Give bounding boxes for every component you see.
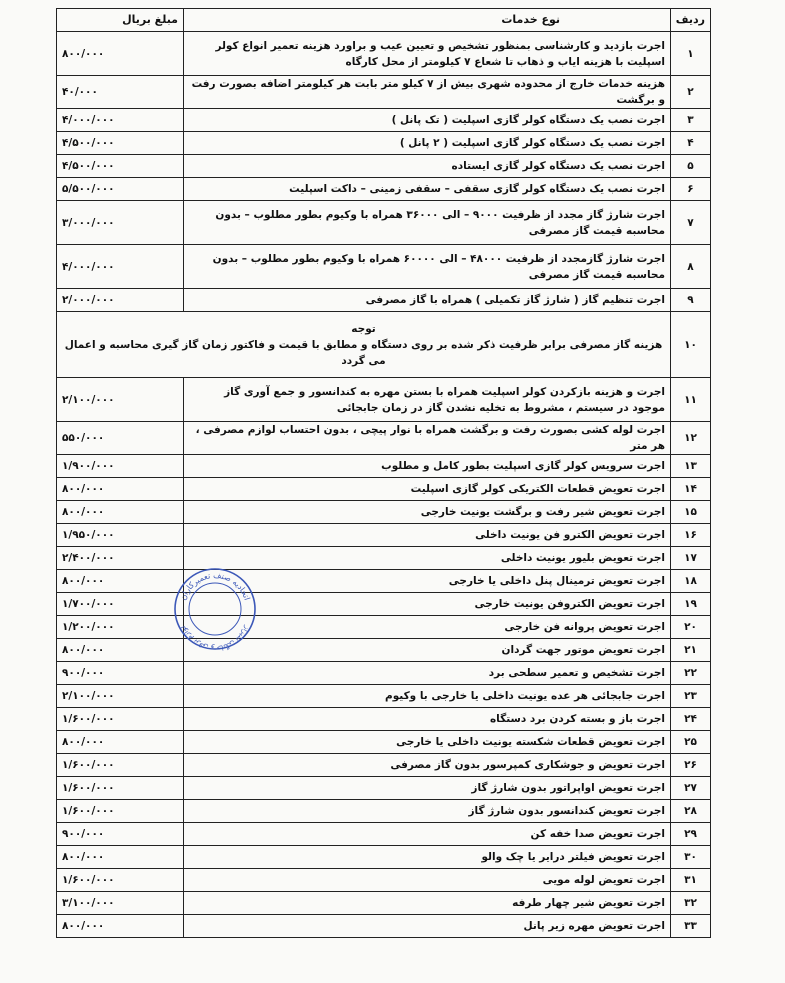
service-description: اجرت تعویض لوله مویی — [184, 869, 671, 892]
row-number: ۲۱ — [671, 639, 711, 662]
service-amount: ۸۰۰/۰۰۰ — [57, 846, 184, 869]
stamp-text-bottom: لوازم برقی و خانگی شیراز — [178, 624, 252, 652]
row-number: ۷ — [671, 201, 711, 245]
table-row — [57, 32, 711, 76]
service-amount: ۵۵۰/۰۰۰ — [57, 422, 184, 455]
service-description: هزینه خدمات خارج از محدوده شهری بیش از ۷ کیلو متر بابت هر کیلومتر اضافه بصورت رفت و برگشت — [184, 76, 671, 109]
service-amount: ۸۰۰/۰۰۰ — [57, 32, 184, 76]
row-number: ۲۹ — [671, 823, 711, 846]
row-number: ۲۴ — [671, 708, 711, 731]
row-number: ۲۶ — [671, 754, 711, 777]
tariff-table — [56, 8, 711, 938]
table-row — [57, 869, 711, 892]
table-row — [57, 547, 711, 570]
table-row — [57, 524, 711, 547]
service-description: اجرت تعویض اواپراتور بدون شارژ گاز — [184, 777, 671, 800]
table-row — [57, 731, 711, 754]
service-amount: ۲/۴۰۰/۰۰۰ — [57, 547, 184, 570]
row-number: ۲۷ — [671, 777, 711, 800]
row-number: ۱۶ — [671, 524, 711, 547]
tariff-body-part-1 — [57, 32, 711, 312]
service-description: اجرت نصب یک دستگاه کولر گازی اسپلیت ( تک پانل ) — [184, 109, 671, 132]
row-number: ۵ — [671, 155, 711, 178]
service-amount: ۴۰/۰۰۰ — [57, 76, 184, 109]
service-amount: ۱/۶۰۰/۰۰۰ — [57, 708, 184, 731]
table-row — [57, 109, 711, 132]
tariff-sheet — [57, 8, 711, 938]
table-row — [57, 915, 711, 938]
table-row — [57, 201, 711, 245]
service-description: اجرت تعویض قطعات الکتریکی کولر گازی اسپلیت — [184, 478, 671, 501]
service-description: اجرت تعویض الکترو فن یونیت داخلی — [184, 524, 671, 547]
table-row — [57, 662, 711, 685]
service-description: اجرت تعویض شیر چهار طرفه — [184, 892, 671, 915]
table-row — [57, 685, 711, 708]
service-description: اجرت تعویض بلیور یونیت داخلی — [184, 547, 671, 570]
table-row — [57, 823, 711, 846]
service-description: اجرت نصب یک دستگاه کولر گازی سقفی – سقفی زمینی – داکت اسپلیت — [184, 178, 671, 201]
service-amount: ۲/۱۰۰/۰۰۰ — [57, 378, 184, 422]
service-amount: ۱/۷۰۰/۰۰۰ — [57, 593, 184, 616]
service-description: اجرت باز و بسته کردن برد دستگاه — [184, 708, 671, 731]
service-amount: ۱/۶۰۰/۰۰۰ — [57, 800, 184, 823]
service-amount: ۸۰۰/۰۰۰ — [57, 478, 184, 501]
service-description: اجرت تشخیص و تعمیر سطحی برد — [184, 662, 671, 685]
service-description: اجرت و هزینه بازکردن کولر اسپلیت همراه با بستن مهره به کندانسور و جمع آوری گاز موجود در سیستم ، مشروط به تخلیه نشدن گاز در زمان جابجائی — [184, 378, 671, 422]
service-description: اجرت نصب یک دستگاه کولر گازی ایستاده — [184, 155, 671, 178]
service-amount: ۸۰۰/۰۰۰ — [57, 570, 184, 593]
note-body — [57, 312, 711, 378]
stamp-text-top: اتحادیه صنف تعمیرکاران — [178, 570, 252, 602]
row-number: ۱۸ — [671, 570, 711, 593]
table-row — [57, 245, 711, 289]
service-description: اجرت لوله کشی بصورت رفت و برگشت همراه با نوار پیچی ، بدون احتساب لوازم مصرفی ، هر متر — [184, 422, 671, 455]
service-amount: ۸۰۰/۰۰۰ — [57, 915, 184, 938]
service-description: اجرت تعویض ترمینال پنل داخلی یا خارجی — [184, 570, 671, 593]
row-number: ۲۸ — [671, 800, 711, 823]
row-number: ۲۰ — [671, 616, 711, 639]
row-number: ۳۱ — [671, 869, 711, 892]
service-description: اجرت تعویض فیلتر درایر یا چک والو — [184, 846, 671, 869]
note-text: هزینه گاز مصرفی برابر ظرفیت ذکر شده بر روی دستگاه و مطابق با قیمت و فاکتور زمان گاز گیری محاسبه و اعمال می گردد — [64, 338, 663, 367]
row-number: ۱۷ — [671, 547, 711, 570]
table-row — [57, 289, 711, 312]
table-row — [57, 422, 711, 455]
table-row — [57, 455, 711, 478]
service-description: اجرت تنظیم گاز ( شارژ گاز تکمیلی ) همراه با گاز مصرفی — [184, 289, 671, 312]
row-number: ۲۳ — [671, 685, 711, 708]
service-description: اجرت سرویس کولر گازی اسپلیت بطور کامل و مطلوب — [184, 455, 671, 478]
service-amount: ۴/۰۰۰/۰۰۰ — [57, 109, 184, 132]
tariff-body-part-2 — [57, 378, 711, 938]
service-description: اجرت تعویض و جوشکاری کمپرسور بدون گاز مصرفی — [184, 754, 671, 777]
row-number: ۱۹ — [671, 593, 711, 616]
table-row — [57, 800, 711, 823]
table-row — [57, 501, 711, 524]
service-amount: ۳/۱۰۰/۰۰۰ — [57, 892, 184, 915]
row-number: ۴ — [671, 132, 711, 155]
row-number: ۸ — [671, 245, 711, 289]
service-description: اجرت تعویض کندانسور بدون شارژ گاز — [184, 800, 671, 823]
header-row — [57, 9, 711, 32]
table-row — [57, 892, 711, 915]
row-number: ۱۱ — [671, 378, 711, 422]
table-row — [57, 754, 711, 777]
service-amount: ۸۰۰/۰۰۰ — [57, 639, 184, 662]
header-row-number: ردیف — [671, 9, 711, 32]
service-amount: ۱/۶۰۰/۰۰۰ — [57, 777, 184, 800]
header-amount: مبلغ بریال — [57, 9, 184, 32]
service-description: اجرت شارژ گازمجدد از ظرفیت ۴۸۰۰۰ – الی ۶۰۰۰۰ همراه با وکیوم بطور مطلوب – بدون محاسبه قیمت گاز مصرفی — [184, 245, 671, 289]
service-amount: ۱/۶۰۰/۰۰۰ — [57, 754, 184, 777]
service-amount: ۸۰۰/۰۰۰ — [57, 731, 184, 754]
service-description: اجرت بازدید و کارشناسی بمنظور تشخیص و تعیین عیب و براورد هزینه تعمیر انواع کولر اسپلیت با هزینه ایاب و ذهاب تا شعاع ۷ کیلومتر از محل کارگاه — [184, 32, 671, 76]
service-amount: ۲/۱۰۰/۰۰۰ — [57, 685, 184, 708]
table-row — [57, 846, 711, 869]
note-cell — [57, 312, 671, 378]
row-number: ۹ — [671, 289, 711, 312]
service-amount: ۱/۹۰۰/۰۰۰ — [57, 455, 184, 478]
table-row — [57, 708, 711, 731]
row-number: ۳۳ — [671, 915, 711, 938]
table-row — [57, 76, 711, 109]
service-description: اجرت جابجائی هر عده یونیت داخلی یا خارجی با وکیوم — [184, 685, 671, 708]
service-amount: ۴/۵۰۰/۰۰۰ — [57, 132, 184, 155]
service-description: اجرت تعویض صدا خفه کن — [184, 823, 671, 846]
table-row — [57, 593, 711, 616]
service-description: اجرت تعویض الکتروفن یونیت خارجی — [184, 593, 671, 616]
note-row — [57, 312, 711, 378]
service-amount: ۲/۰۰۰/۰۰۰ — [57, 289, 184, 312]
service-description: اجرت نصب یک دستگاه کولر گازی اسپلیت ( ۲ پانل ) — [184, 132, 671, 155]
row-number: ۲۲ — [671, 662, 711, 685]
row-number: ۱۳ — [671, 455, 711, 478]
service-amount: ۹۰۰/۰۰۰ — [57, 662, 184, 685]
row-number: ۱ — [671, 32, 711, 76]
table-row — [57, 132, 711, 155]
note-row-number: ۱۰ — [671, 312, 711, 378]
row-number: ۱۵ — [671, 501, 711, 524]
row-number: ۳۲ — [671, 892, 711, 915]
service-amount: ۱/۲۰۰/۰۰۰ — [57, 616, 184, 639]
table-row — [57, 478, 711, 501]
header-service-type: نوع خدمات — [184, 9, 671, 32]
row-number: ۳ — [671, 109, 711, 132]
table-row — [57, 777, 711, 800]
service-amount: ۱/۶۰۰/۰۰۰ — [57, 869, 184, 892]
service-amount: ۴/۵۰۰/۰۰۰ — [57, 155, 184, 178]
row-number: ۱۲ — [671, 422, 711, 455]
service-amount: ۹۰۰/۰۰۰ — [57, 823, 184, 846]
table-row — [57, 178, 711, 201]
service-amount: ۱/۹۵۰/۰۰۰ — [57, 524, 184, 547]
table-row — [57, 155, 711, 178]
table-row — [57, 616, 711, 639]
service-description: اجرت تعویض شیر رفت و برگشت یونیت خارجی — [184, 501, 671, 524]
service-amount: ۴/۰۰۰/۰۰۰ — [57, 245, 184, 289]
table-row — [57, 639, 711, 662]
service-description: اجرت شارژ گاز مجدد از ظرفیت ۹۰۰۰ – الی ۳۶۰۰۰ همراه با وکیوم بطور مطلوب – بدون محاسبه قیمت گاز مصرفی — [184, 201, 671, 245]
row-number: ۶ — [671, 178, 711, 201]
table-row — [57, 570, 711, 593]
service-amount: ۳/۰۰۰/۰۰۰ — [57, 201, 184, 245]
note-title: توجه — [351, 322, 376, 335]
service-description: اجرت تعویض قطعات شکسته یونیت داخلی یا خارجی — [184, 731, 671, 754]
row-number: ۱۴ — [671, 478, 711, 501]
service-description: اجرت تعویض موتور جهت گردان — [184, 639, 671, 662]
row-number: ۲۵ — [671, 731, 711, 754]
service-description: اجرت تعویض پروانه فن خارجی — [184, 616, 671, 639]
row-number: ۳۰ — [671, 846, 711, 869]
service-amount: ۸۰۰/۰۰۰ — [57, 501, 184, 524]
row-number: ۲ — [671, 76, 711, 109]
service-amount: ۵/۵۰۰/۰۰۰ — [57, 178, 184, 201]
table-row — [57, 378, 711, 422]
service-description: اجرت تعویض مهره زیر پانل — [184, 915, 671, 938]
